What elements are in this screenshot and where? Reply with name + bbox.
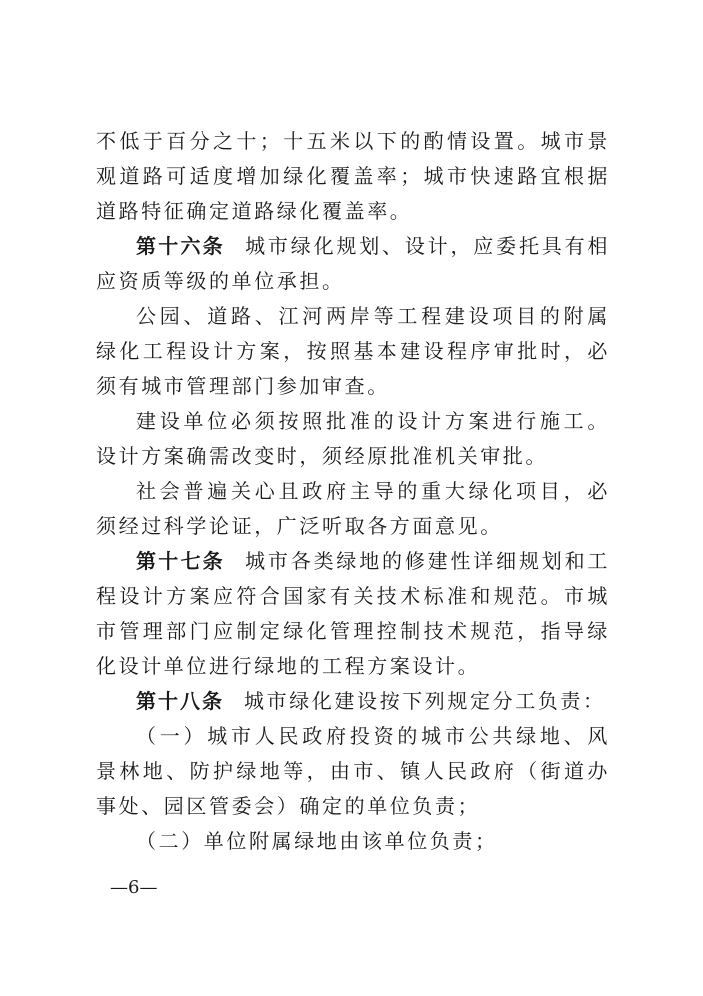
paragraph-text: 社会普遍关心且政府主导的重大绿化项目，必须经过科学论证，广泛听取各方面意见。 bbox=[96, 479, 610, 538]
paragraph-text: 城市绿化建设按下列规定分工负责： bbox=[244, 689, 606, 713]
paragraph bbox=[96, 404, 610, 474]
paragraph bbox=[96, 474, 610, 544]
page-number: —6— bbox=[110, 877, 158, 898]
paragraph bbox=[96, 299, 610, 404]
paragraph-text: 不低于百分之十；十五米以下的酌情设置。城市景观道路可适度增加绿化覆盖率；城市快速路宜根据道路特征确定道路绿化覆盖率。 bbox=[96, 129, 610, 223]
article-18 bbox=[96, 684, 610, 719]
document-body bbox=[96, 124, 610, 859]
paragraph-text: （一）城市人民政府投资的城市公共绿地、风景林地、防护绿地等，由市、镇人民政府（街道办事处、园区管委会）确定的单位负责； bbox=[96, 724, 610, 818]
paragraph-text: 公园、道路、江河两岸等工程建设项目的附属绿化工程设计方案，按照基本建设程序审批时，必须有城市管理部门参加审查。 bbox=[96, 304, 610, 398]
paragraph-text: 建设单位必须按照批准的设计方案进行施工。设计方案确需改变时，须经原批准机关审批。 bbox=[96, 409, 610, 468]
article-number: 第十六条 bbox=[136, 234, 225, 258]
paragraph-text: 城市绿化规划、设计，应委托具有相应资质等级的单位承担。 bbox=[96, 234, 611, 293]
paragraph-text: （二）单位附属绿地由该单位负责； bbox=[136, 829, 498, 853]
paragraph-text: 城市各类绿地的修建性详细规划和工程设计方案应符合国家有关技术标准和规范。市城市管理部门应制定绿化管理控制技术规范，指导绿化设计单位进行绿地的工程方案设计。 bbox=[96, 549, 611, 678]
article-number: 第十七条 bbox=[136, 549, 225, 573]
list-item bbox=[96, 824, 610, 859]
article-number: 第十八条 bbox=[136, 689, 224, 713]
article-16 bbox=[96, 229, 610, 299]
paragraph-continuation bbox=[96, 124, 610, 229]
list-item bbox=[96, 719, 610, 824]
article-17 bbox=[96, 544, 610, 684]
